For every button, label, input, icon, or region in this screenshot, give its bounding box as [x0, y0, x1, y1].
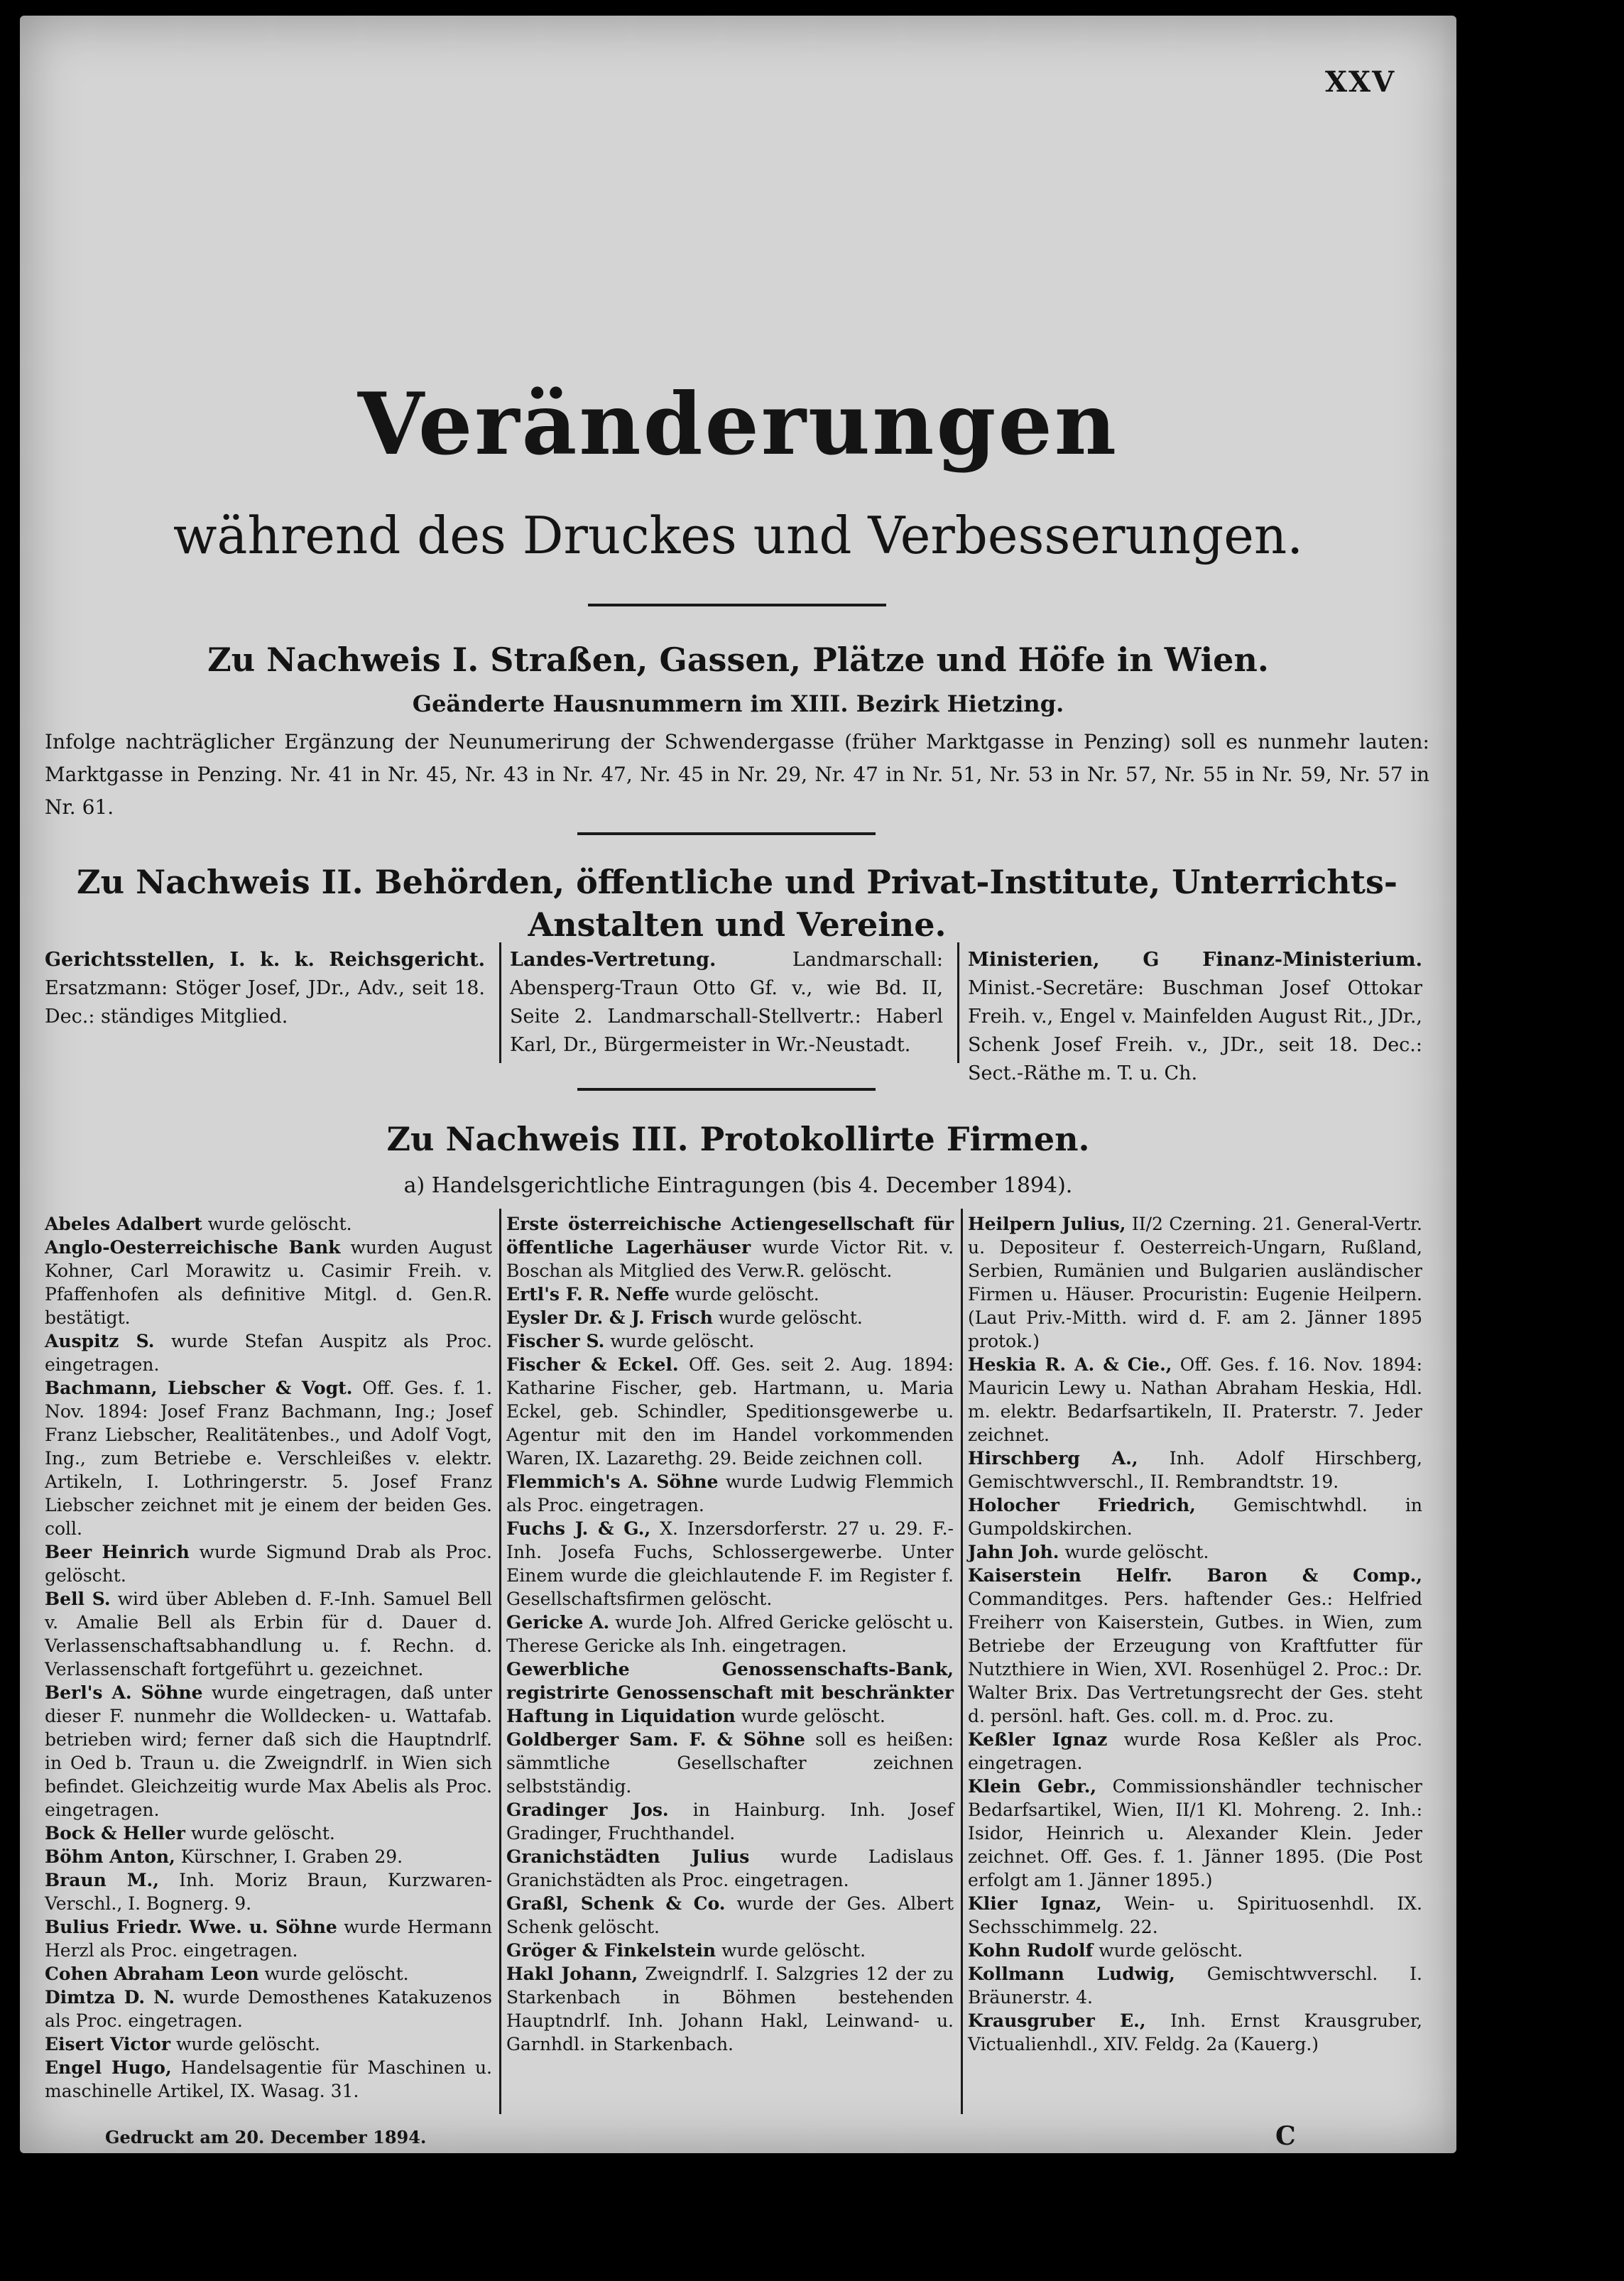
firm-name: Graßl, Schenk & Co.	[506, 1893, 726, 1914]
column-heading: Ministerien, G Finanz-Ministerium.	[968, 949, 1422, 971]
column-text: Ersatzmann: Stöger Josef, JDr., Adv., seit 18. Dec.: ständiges Mitglied.	[45, 977, 485, 1028]
firm-text: wurde gelöscht.	[675, 1284, 819, 1305]
firm-entry	[506, 1728, 954, 1798]
firm-text: wurde Hermann Herzl als Proc. eingetragen.	[45, 1917, 492, 1961]
firm-entry	[968, 1447, 1422, 1493]
firm-text: wurde Sigmund Drab als Proc. gelöscht.	[45, 1542, 493, 1586]
firm-entry	[45, 1822, 492, 1845]
firm-entry	[45, 1376, 492, 1540]
section-1-text	[45, 726, 1429, 824]
firm-entry	[45, 1587, 492, 1681]
paper-sheet	[20, 16, 1456, 2153]
firm-entry	[968, 1775, 1422, 1892]
firm-text: wurde gelöscht.	[1064, 1542, 1209, 1562]
firm-text: X. Inzersdorferstr. 27 u. 29. F.-Inh. Josefa Fuchs, Schlossergewerbe. Unter Einem wurde die gleichlautende F. im Register f. Gesellschaftsfirmen gelöscht.	[506, 1518, 954, 1609]
section-1-subheading: Geänderte Hausnummern im XIII. Bezirk Hietzing.	[412, 690, 1064, 717]
firm-entry	[968, 1353, 1422, 1447]
firm-entry	[506, 1962, 954, 2056]
firm-entry	[968, 1939, 1422, 1962]
firm-entry	[968, 1540, 1422, 1564]
firm-name: Holocher Friedrich,	[968, 1495, 1196, 1515]
firm-name: Dimtza D. N.	[45, 1987, 175, 2008]
firm-name: Berl's A. Söhne	[45, 1682, 203, 1703]
firm-text: Zweigndrlf. I. Salzgries 12 der zu Starkenbach in Böhmen bestehenden Hauptndrlf. Inh. Johann Hakl, Leinwand- u. Garnhdl. in Starkenbach.	[506, 1964, 954, 2054]
firm-text: wurde gelöscht.	[741, 1706, 885, 1726]
firm-entry	[45, 1681, 492, 1822]
firm-name: Bachmann, Liebscher & Vogt.	[45, 1378, 353, 1398]
column-heading: Gerichtsstellen, I. k. k. Reichsgericht.	[45, 949, 485, 971]
firm-name: Jahn Joh.	[968, 1542, 1059, 1562]
section-1-heading: Zu Nachweis I. Straßen, Gassen, Plätze und Höfe in Wien.	[207, 641, 1269, 679]
firm-name: Erste österreichische Actiengesellschaft für öffentliche Lagerhäuser	[506, 1214, 954, 1258]
firm-text: wurde gelöscht.	[207, 1214, 352, 1234]
column-text: Landmarschall: Abensperg-Traun Otto Gf. v., wie Bd. II, Seite 2. Landmarschall-Stellvertr.: Haberl Karl, Dr., Bürgermeister in Wr.-Neustadt.	[510, 949, 943, 1056]
page-subtitle: während des Druckes und Verbesserungen.	[173, 506, 1304, 565]
divider	[577, 1088, 876, 1091]
firm-text: Commanditges. Pers. haftender Ges.: Helfried Freiherr von Kaiserstein, Gutbes. in Wien, zum Betriebe der Erzeugung von Kraftfutter für Nutzthiere in Wien, XVI. Rosenhügel 2. Proc.: Dr. Walter Brix. Das Vertretungsrecht der Ges. steht d. persönl. haft. Ges. coll. m. d. Proc. zu.	[968, 1589, 1422, 1726]
firm-name: Bulius Friedr. Wwe. u. Söhne	[45, 1917, 337, 1937]
firm-text: Inh. Moriz Braun, Kurzwaren-Verschl., I. Bognerg. 9.	[45, 1870, 492, 1914]
firm-entry	[506, 1517, 954, 1611]
firm-text: wurde Ludwig Flemmich als Proc. eingetragen.	[506, 1471, 954, 1515]
firm-entry	[968, 1892, 1422, 1939]
page-title: Veränderungen	[357, 374, 1119, 474]
firm-text: wurde Demosthenes Katakuzenos als Proc. eingetragen.	[45, 1987, 492, 2031]
firm-entry	[968, 1493, 1422, 1540]
firm-text: Inh. Adolf Hirschberg, Gemischtwverschl., II. Rembrandtstr. 19.	[968, 1448, 1422, 1492]
firm-text: soll es heißen: sämmtliche Gesellschafter zeichnen selbstständig.	[506, 1729, 954, 1797]
firm-entry	[506, 1306, 954, 1329]
firm-entry	[45, 1845, 492, 1868]
firm-entry	[968, 1962, 1422, 2009]
firm-text: wurde gelöscht.	[721, 1940, 866, 1961]
firm-name: Ertl's F. R. Neffe	[506, 1284, 670, 1305]
firm-name: Klein Gebr.,	[968, 1776, 1097, 1797]
firm-text: wurde gelöscht.	[1099, 1940, 1243, 1961]
firm-entry	[506, 1611, 954, 1657]
firm-entry	[968, 1728, 1422, 1775]
firm-entry	[45, 1962, 492, 1986]
firm-name: Abeles Adalbert	[45, 1214, 202, 1234]
print-date: Gedruckt am 20. December 1894.	[105, 2127, 427, 2147]
firm-text: Off. Ges. seit 2. Aug. 1894: Katharine Fischer, geb. Hartmann, u. Maria Eckel, geb. Schindler, Speditionsgewerbe u. Agentur mit den im Handel vorkommenden Waren, IX. Lazarethg. 29. Beide zeichnen coll.	[506, 1354, 954, 1469]
firm-entry	[506, 1470, 954, 1517]
firm-entry	[45, 1329, 492, 1376]
firm-entry	[45, 1868, 492, 1915]
section-2-column-1	[45, 946, 485, 1031]
firm-text: Handelsagentie für Maschinen u. maschinelle Artikel, IX. Wasag. 31.	[45, 2057, 492, 2101]
section-1-paragraph: Infolge nachträglicher Ergänzung der Neunumerirung der Schwendergasse (früher Marktgasse in Penzing) soll es nunmehr lauten: Marktgasse in Penzing. Nr. 41 in Nr. 45, Nr. 43 in Nr. 47, Nr. 45 in Nr. 29, Nr. 47 in Nr. 51, Nr. 53 in Nr. 57, Nr. 55 in Nr. 59, Nr. 57 in Nr. 61.	[45, 730, 1429, 819]
firm-text: wurde Stefan Auspitz als Proc. eingetragen.	[45, 1331, 492, 1375]
firm-text: wurde Joh. Alfred Gericke gelöscht u. Therese Gericke als Inh. eingetragen.	[506, 1612, 954, 1656]
firm-name: Engel Hugo,	[45, 2057, 172, 2078]
firm-text: Gemischtwverschl. I. Bräunerstr. 4.	[968, 1964, 1422, 2008]
firm-text: Inh. Ernst Krausgruber, Victualienhdl., XIV. Feldg. 2a (Kauerg.)	[968, 2010, 1422, 2054]
firm-text: wurde gelöscht.	[718, 1307, 863, 1328]
firm-text: II/2 Czerning. 21. General-Vertr. u. Depositeur f. Oesterreich-Ungarn, Rußland, Serbien, Rumänien und Bulgarien ausländischer Firmen u. Häuser. Procuristin: Eugenie Heilpern. (Laut Priv.-Mitth. wird d. F. am 2. Jänner 1895 protok.)	[968, 1214, 1423, 1351]
firm-name: Braun M.,	[45, 1870, 159, 1890]
firm-entry	[506, 1798, 954, 1845]
firm-name: Kohn Rudolf	[968, 1940, 1094, 1961]
column-divider	[961, 1209, 963, 2114]
firm-entry	[506, 1283, 954, 1306]
firm-entry	[45, 1236, 492, 1329]
firm-entry	[506, 1939, 954, 1962]
firm-name: Gericke A.	[506, 1612, 610, 1633]
column-heading: Landes-Vertretung.	[510, 949, 716, 971]
firm-text: Wein- u. Spirituosenhdl. IX. Sechsschimmelg. 22.	[968, 1893, 1422, 1937]
firm-name: Fischer & Eckel.	[506, 1354, 679, 1375]
section-3-heading: Zu Nachweis III. Protokollirte Firmen.	[386, 1120, 1090, 1158]
firm-text: wurde Ladislaus Granichstädten als Proc. eingetragen.	[506, 1846, 954, 1890]
divider	[588, 604, 886, 606]
firm-entry	[506, 1845, 954, 1892]
firm-entry	[45, 1540, 492, 1587]
firm-name: Eysler Dr. & J. Frisch	[506, 1307, 713, 1328]
firm-entry	[506, 1212, 954, 1283]
firm-entry	[968, 1212, 1422, 1353]
section-2-heading: Zu Nachweis II. Behörden, öffentliche und Privat-Institute, Unterrichts-Anstalten und Vereine.	[77, 863, 1397, 944]
firm-text: wurde gelöscht.	[610, 1331, 755, 1351]
firm-name: Gradinger Jos.	[506, 1800, 669, 1820]
firm-name: Hakl Johann,	[506, 1964, 638, 1984]
firm-name: Gewerbliche Genossenschafts-Bank, registrirte Genossenschaft mit beschränkter Haftung in Liquidation	[506, 1659, 954, 1726]
firm-entry	[506, 1329, 954, 1353]
firm-name: Kaiserstein Helfr. Baron & Comp.,	[968, 1565, 1422, 1586]
section-3-subheading: a) Handelsgerichtliche Eintragungen (bis 4. December 1894).	[403, 1173, 1073, 1198]
firm-entry	[968, 2009, 1422, 2056]
firm-name: Bock & Heller	[45, 1823, 185, 1844]
column-divider	[957, 942, 959, 1063]
firm-name: Kollmann Ludwig,	[968, 1964, 1175, 1984]
firm-text: wurde Rosa Keßler als Proc. eingetragen.	[968, 1729, 1423, 1773]
firm-entry	[45, 1212, 492, 1236]
firms-column-1	[45, 1212, 492, 2103]
firm-text: wurde gelöscht.	[190, 1823, 335, 1844]
firm-entry	[45, 2056, 492, 2103]
firm-text: Commissionshändler technischer Bedarfsartikel, Wien, II/1 Kl. Mohreng. 2. Inh.: Isidor, Heinrich u. Alexander Klein. Jeder zeichnet. Off. Ges. f. 1. Jänner 1895. (Die Post erfolgt am 1. Jänner 1895.)	[968, 1776, 1423, 1890]
firm-entry	[45, 1915, 492, 1962]
firm-entry	[968, 1564, 1422, 1728]
firm-name: Klier Ignaz,	[968, 1893, 1102, 1914]
firm-text: in Hainburg. Inh. Josef Gradinger, Fruchthandel.	[506, 1800, 954, 1844]
firm-entry	[45, 2032, 492, 2056]
firm-entry	[506, 1892, 954, 1939]
firm-name: Eisert Victor	[45, 2034, 171, 2054]
firm-text: Kürschner, I. Graben 29.	[180, 1846, 403, 1867]
firm-name: Anglo-Oesterreichische Bank	[45, 1237, 341, 1258]
firm-entry	[506, 1353, 954, 1470]
page-number: XXV	[1325, 65, 1396, 99]
firm-name: Bell S.	[45, 1589, 111, 1609]
firm-name: Gröger & Finkelstein	[506, 1940, 716, 1961]
firm-name: Keßler Ignaz	[968, 1729, 1108, 1750]
firm-text: wurde eingetragen, daß unter dieser F. nunmehr die Wolldecken- u. Wattafab. betrieben wird; ferner daß sich die Hauptndrlf. in Oed b. Traun u. die Zweigndrlf. in Wien sich befindet. Gleichzeitig wurde Max Abelis als Proc. eingetragen.	[45, 1682, 492, 1820]
firm-text: wurden August Kohner, Carl Morawitz u. Casimir Freih. v. Pfaffenhofen als definitive Mitgl. d. Gen.R. bestätigt.	[45, 1237, 492, 1328]
column-divider	[499, 1209, 501, 2114]
firm-name: Flemmich's A. Söhne	[506, 1471, 719, 1492]
column-text: Minist.-Secretäre: Buschman Josef Ottokar Freih. v., Engel v. Mainfelden August Rit., JDr., Schenk Josef Freih. v., JDr., seit 18. Dec.: Sect.-Räthe m. T. u. Ch.	[968, 977, 1422, 1084]
firm-text: Off. Ges. f. 1. Nov. 1894: Josef Franz Bachmann, Ing.; Josef Franz Liebscher, Realitätenbes., und Adolf Vogt, Ing., zum Betriebe e. Verschleißes v. elektr. Artikeln, I. Lothringerstr. 5. Josef Franz Liebscher zeichnet mit je einem der beiden Ges. coll.	[45, 1378, 493, 1539]
firms-column-3	[968, 1212, 1422, 2056]
firm-text: wurde gelöscht.	[175, 2034, 320, 2054]
firm-name: Heskia R. A. & Cie.,	[968, 1354, 1172, 1375]
signature-mark: C	[1275, 2121, 1296, 2151]
firm-entry	[45, 1986, 492, 2032]
section-2-column-3	[968, 946, 1422, 1088]
firm-name: Böhm Anton,	[45, 1846, 175, 1867]
firm-text: wurde der Ges. Albert Schenk gelöscht.	[506, 1893, 954, 1937]
firm-text: wurde gelöscht.	[264, 1964, 409, 1984]
firm-name: Krausgruber E.,	[968, 2010, 1146, 2031]
firms-column-2	[506, 1212, 954, 2056]
firm-name: Heilpern Julius,	[968, 1214, 1126, 1234]
section-2-column-2	[510, 946, 943, 1060]
firm-text: Gemischtwhdl. in Gumpoldskirchen.	[968, 1495, 1422, 1539]
firm-name: Goldberger Sam. F. & Söhne	[506, 1729, 805, 1750]
firm-text: wird über Ableben d. F.-Inh. Samuel Bell v. Amalie Bell als Erbin für d. Dauer d. Verlassenschaftsabhandlung u. f. Rechn. d. Verlassenschaft fortgeführt u. gezeichnet.	[45, 1589, 493, 1680]
firm-entry	[506, 1657, 954, 1728]
firm-name: Granichstädten Julius	[506, 1846, 750, 1867]
firm-name: Hirschberg A.,	[968, 1448, 1138, 1469]
firm-text: Off. Ges. f. 16. Nov. 1894: Mauricin Lewy u. Nathan Abraham Heskia, Hdl. m. elektr. Bedarfsartikeln, II. Praterstr. 7. Jeder zeichnet.	[968, 1354, 1422, 1445]
firm-name: Fuchs J. & G.,	[506, 1518, 651, 1539]
column-divider	[499, 942, 501, 1063]
divider	[577, 832, 876, 835]
firm-name: Beer Heinrich	[45, 1542, 190, 1562]
firm-text: wurde Victor Rit. v. Boschan als Mitglied des Verw.R. gelöscht.	[506, 1237, 954, 1281]
firm-name: Auspitz S.	[45, 1331, 155, 1351]
firm-name: Fischer S.	[506, 1331, 605, 1351]
firm-name: Cohen Abraham Leon	[45, 1964, 259, 1984]
